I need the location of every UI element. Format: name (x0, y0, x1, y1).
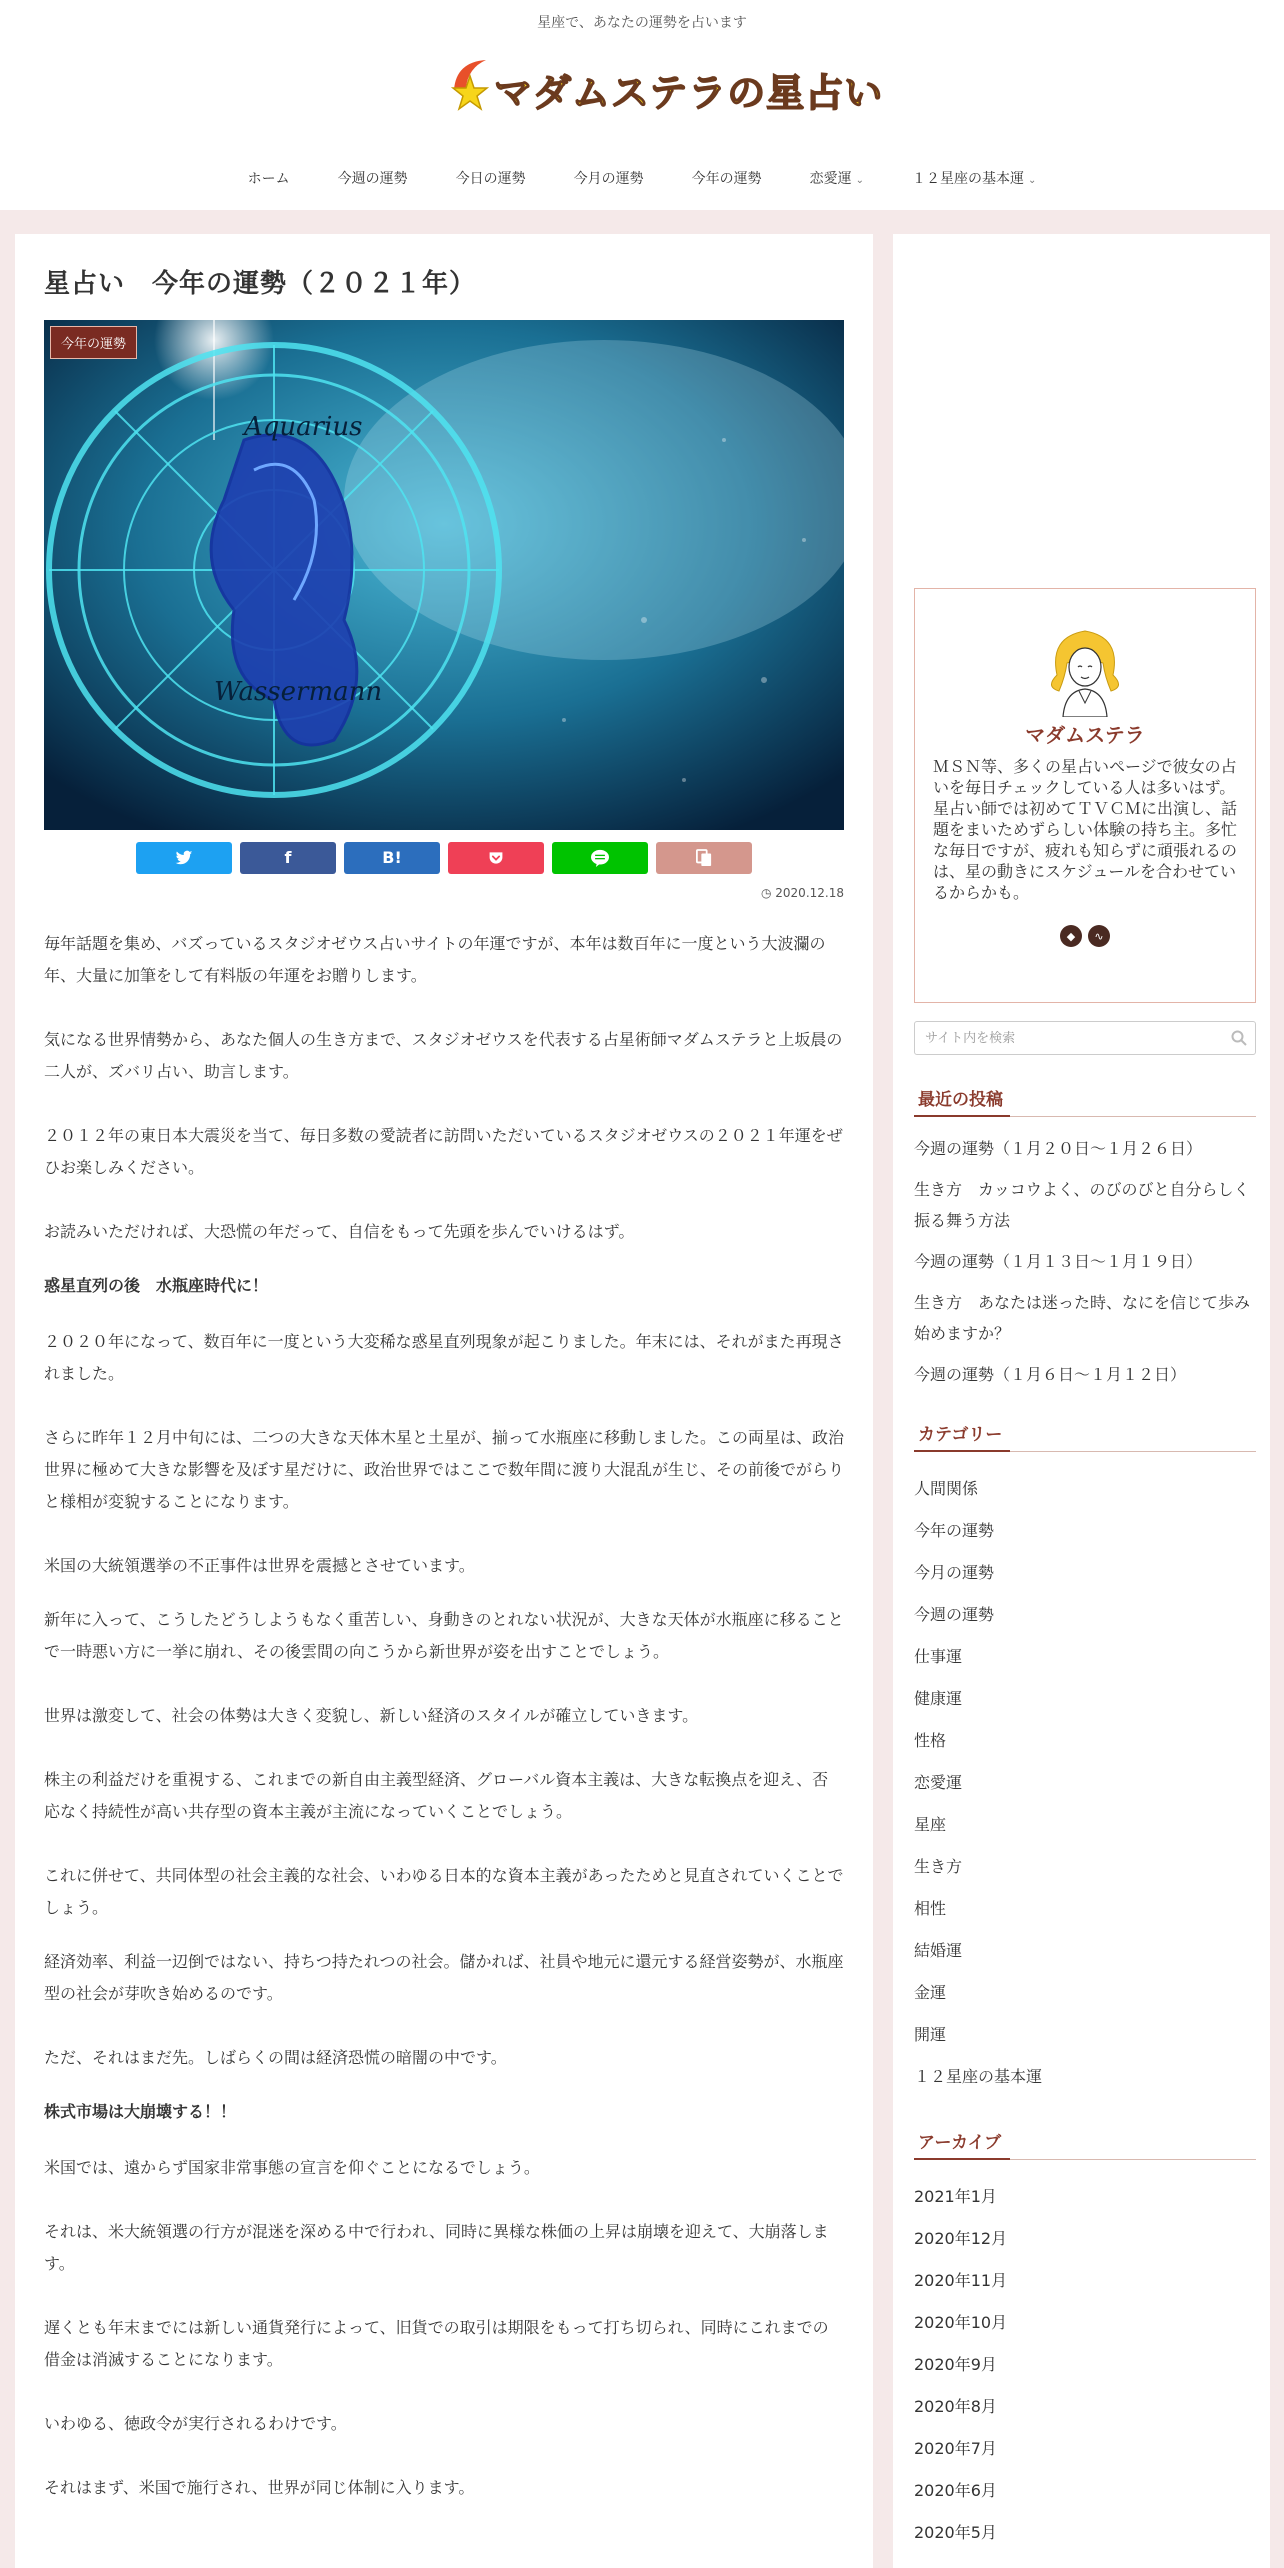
rss-icon[interactable]: ∿ (1088, 925, 1110, 947)
category-link[interactable]: 今年の運勢 (914, 1521, 995, 1540)
nav-item-zodiac-basics[interactable] (888, 168, 1060, 188)
facebook-f-icon: f (284, 848, 292, 868)
nav-label: 今日の運勢 (455, 171, 526, 187)
article-paragraph: 株主の利益だけを重視する、これまでの新自由主義型経済、グローバル資本主義は、大きな転換点を迎え、否応なく持続性が高い共存型の資本主義が主流になっていくことでしょう。 (44, 1769, 829, 1821)
sidebar (893, 234, 1270, 2568)
profile-widget (914, 588, 1256, 1003)
nav-item-monthly[interactable] (550, 168, 668, 188)
article-paragraph: さらに昨年１２月中旬には、二つの大きな天体木星と土星が、揃って水瓶座に移動しました。この両星は、政治世界に極めて大きな影響を及ぼす星だけに、政治世界ではここで数年間に渡り大混乱が生じ、その前後でがらりと様相が変貌することになります。 (44, 1427, 845, 1511)
article-paragraph: 世界は激変して、社会の体勢は大きく変貌し、新しい経済のスタイルが確立していきます。 (44, 1705, 699, 1725)
recent-posts-title: 最近の投稿 (914, 1085, 1256, 1117)
archive-link[interactable]: 2020年11月 (914, 2271, 1008, 2290)
search-box (914, 1021, 1256, 1055)
nav-label: 恋愛運 (809, 171, 852, 187)
nav-label: 今年の運勢 (691, 171, 762, 187)
aquarius-zodiac-illustration (44, 320, 844, 830)
article-paragraph: ２０１２年の東日本大震災を当て、毎日多数の愛読者に訪問いただいているスタジオゼウスの２０２１年運をぜひお楽しみください。 (44, 1125, 843, 1177)
category-link[interactable]: 恋愛運 (914, 1773, 963, 1792)
article-paragraph: 遅くとも年末までには新しい通貨発行によって、旧貨での取引は期限をもって打ち切られ、同時にこれまでの借金は消滅することになります。 (44, 2317, 829, 2369)
clock-icon: ◷ (760, 885, 772, 900)
recent-post-link[interactable]: 今週の運勢（１月１３日～１月１９日） (914, 1252, 1203, 1271)
category-link[interactable]: 生き方 (914, 1857, 963, 1876)
category-link[interactable]: 人間関係 (914, 1479, 979, 1498)
post-title: 星占い 今年の運勢（２０２１年） (44, 269, 477, 299)
category-link[interactable]: 仕事運 (914, 1647, 963, 1666)
category-link[interactable]: 金運 (914, 1983, 947, 2002)
categories-title: カテゴリー (914, 1420, 1256, 1452)
post-date (44, 886, 844, 900)
category-link[interactable]: １２星座の基本運 (914, 2067, 1043, 2086)
recent-post-link[interactable]: 生き方 カッコウよく、のびのびと自分らしく振る舞う方法 (914, 1180, 1250, 1230)
search-icon[interactable] (1231, 1030, 1247, 1046)
category-link[interactable]: 健康運 (914, 1689, 963, 1708)
category-list (914, 1468, 1256, 2098)
ad-space (914, 234, 1256, 588)
recent-post-link[interactable]: 今週の運勢（１月２０日～１月２６日） (914, 1139, 1203, 1158)
share-copy-button[interactable] (656, 842, 752, 874)
article-paragraph: 米国では、遠からず国家非常事態の宣言を仰ぐことになるでしょう。 (44, 2157, 540, 2177)
archive-link[interactable]: 2020年5月 (914, 2523, 997, 2542)
article-paragraph: ただ、それはまだ先。しばらくの間は経済恐慌の暗闇の中です。 (44, 2047, 507, 2067)
article-body (44, 928, 844, 2504)
share-buttons (44, 842, 844, 874)
recent-posts-list (914, 1133, 1256, 1390)
site-header (0, 0, 1284, 210)
feedly-icon[interactable]: ◆ (1060, 925, 1082, 947)
category-link[interactable]: 開運 (914, 2025, 947, 2044)
twitter-bird-icon (175, 850, 193, 866)
post-date-text: 2020.12.18 (775, 885, 844, 900)
site-logo[interactable] (446, 48, 884, 124)
article-paragraph: ２０２０年になって、数百年に一度という大変稀な惑星直列現象が起こりました。年末には、それがまた再現されました。 (44, 1331, 844, 1383)
category-link[interactable]: 今月の運勢 (914, 1563, 995, 1582)
article-paragraph: 米国の大統領選挙の不正事件は世界を震撼とさせています。 (44, 1555, 475, 1575)
main-content (15, 234, 873, 2568)
line-icon (590, 849, 610, 867)
logo-text: マダムステラの星占い (494, 71, 884, 115)
category-link[interactable]: 星座 (914, 1815, 947, 1834)
nav-item-love[interactable] (786, 168, 888, 188)
archive-link[interactable]: 2020年9月 (914, 2355, 997, 2374)
zodiac-word-aquarius: Aquarius (244, 411, 363, 442)
eyecatch-image (44, 320, 844, 830)
article-paragraph: 新年に入って、こうしたどうしようもなく重苦しい、身動きのとれない状況が、大きな天体が水瓶座に移ることで一時悪い方に一挙に崩れ、その後雲間の向こうから新世界が姿を出すことでしょう。 (44, 1609, 844, 1661)
profile-follow-icons (933, 925, 1237, 947)
hatena-bookmark-icon: B! (382, 848, 402, 868)
main-nav (0, 168, 1284, 188)
category-link[interactable]: 相性 (914, 1899, 947, 1918)
archive-link[interactable]: 2020年8月 (914, 2397, 997, 2416)
avatar (1035, 617, 1135, 717)
share-twitter-button[interactable] (136, 842, 232, 874)
share-pocket-button[interactable] (448, 842, 544, 874)
nav-item-daily[interactable] (432, 168, 550, 188)
nav-label: １２星座の基本運 (912, 171, 1024, 187)
category-label[interactable]: 今年の運勢 (50, 326, 137, 359)
pocket-icon (488, 850, 504, 866)
nav-item-weekly[interactable] (314, 168, 432, 188)
nav-item-yearly[interactable] (668, 168, 786, 188)
share-line-button[interactable] (552, 842, 648, 874)
article-paragraph: これに併せて、共同体型の社会主義的な社会、いわゆる日本的な資本主義があったためと見直されていくことでしょう。 (44, 1865, 844, 1917)
nav-label: ホーム (247, 171, 290, 187)
recent-post-link[interactable]: 今週の運勢（１月６日～１月１２日） (914, 1365, 1187, 1384)
search-input[interactable] (915, 1022, 1255, 1054)
archive-title: アーカイブ (914, 2128, 1256, 2160)
category-link[interactable]: 今週の運勢 (914, 1605, 995, 1624)
copy-icon (696, 849, 712, 867)
article-paragraph: それはまず、米国で施行され、世界が同じ体制に入ります。 (44, 2477, 475, 2497)
category-link[interactable]: 結婚運 (914, 1941, 963, 1960)
site-tagline: 星座で、あなたの運勢を占います (537, 15, 747, 31)
article-subheading: 惑星直列の後 水瓶座時代に！ (44, 1275, 269, 1295)
share-facebook-button[interactable] (240, 842, 336, 874)
article-paragraph: それは、米大統領選の行方が混迷を深める中で行われ、同時に異様な株価の上昇は崩壊を迎えて、大崩落します。 (44, 2221, 829, 2273)
share-hatena-button[interactable] (344, 842, 440, 874)
article-paragraph: 毎年話題を集め、バズっているスタジオゼウス占いサイトの年運ですが、本年は数百年に一度という大波瀾の年、大量に加筆をして有料版の年運をお贈りします。 (44, 933, 826, 985)
profile-bio: ＭＳＮ等、多くの星占いページで彼女の占いを毎日チェックしている人は多いはず。星占い師では初めてＴＶＣＭに出演し、話題をまいためずらしい体験の持ち主。多忙な毎日ですが、疲れも知らずに頑張れるのは、星の動きにスケジュールを合わせているからかも。 (933, 757, 1238, 902)
article-paragraph: 経済効率、利益一辺倒ではない、持ちつ持たれつの社会。儲かれば、社員や地元に還元する経営姿勢が、水瓶座型の社会が芽吹き始めるのです。 (44, 1951, 844, 2003)
article-subheading: 株式市場は大崩壊する！！ (44, 2101, 237, 2121)
profile-name: マダムステラ (1025, 723, 1145, 747)
archive-link[interactable]: 2020年10月 (914, 2313, 1008, 2332)
article-paragraph: 気になる世界情勢から、あなた個人の生き方まで、スタジオゼウスを代表する占星術師マダムステラと上坂晨の二人が、ズバリ占い、助言します。 (44, 1029, 843, 1081)
nav-label: 今週の運勢 (337, 171, 408, 187)
zodiac-word-wassermann: Wassermann (214, 676, 383, 707)
nav-label: 今月の運勢 (573, 171, 644, 187)
article-paragraph: いわゆる、徳政令が実行されるわけです。 (44, 2413, 347, 2433)
archive-link[interactable]: 2020年6月 (914, 2481, 997, 2500)
article-paragraph: お読みいただければ、大恐慌の年だって、自信をもって先頭を歩んでいけるはず。 (44, 1221, 635, 1241)
chevron-down-icon: ⌄ (855, 175, 864, 186)
category-link[interactable]: 性格 (914, 1731, 947, 1750)
chevron-down-icon: ⌄ (1028, 175, 1037, 186)
archive-list (914, 2176, 1256, 2554)
archive-link[interactable]: 2020年12月 (914, 2229, 1008, 2248)
archive-link[interactable]: 2020年7月 (914, 2439, 997, 2458)
archive-link[interactable]: 2021年1月 (914, 2187, 997, 2206)
nav-item-home[interactable] (224, 168, 314, 188)
recent-post-link[interactable]: 生き方 あなたは迷った時、なにを信じて歩み始めますか？ (914, 1293, 1251, 1343)
